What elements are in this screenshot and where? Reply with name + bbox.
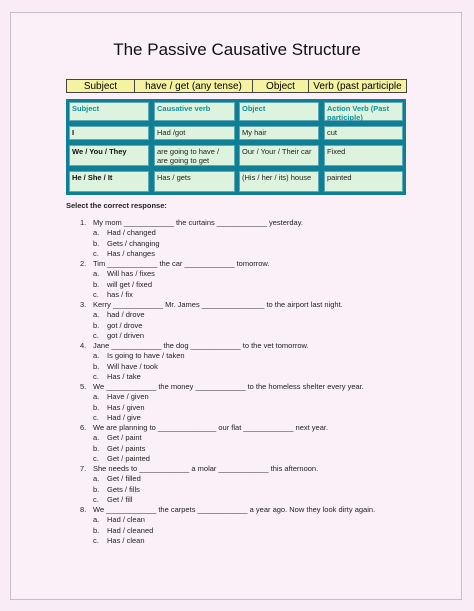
option-letter: a. bbox=[93, 228, 100, 238]
table-cell: Fixed bbox=[324, 145, 403, 166]
table-cell: I bbox=[69, 126, 149, 140]
table-cell: painted bbox=[324, 171, 403, 192]
summary-object: Object bbox=[253, 80, 309, 92]
option-letter: a. bbox=[93, 351, 100, 361]
question-text: We ____________ the carpets ____________ a year ago. Now they look dirty again. bbox=[93, 505, 376, 514]
option-letter: b. bbox=[93, 484, 100, 494]
summary-past-participle: Verb (past participle bbox=[313, 81, 402, 92]
question-text: Jane ____________ the dog ____________ to the vet tomorrow. bbox=[93, 341, 309, 350]
option-letter: b. bbox=[93, 402, 100, 412]
option-letter: a. bbox=[93, 474, 100, 484]
answer-option[interactable]: Has / given bbox=[107, 402, 145, 412]
question-number: 1. bbox=[80, 218, 87, 227]
option-letter: c. bbox=[93, 248, 99, 258]
question-text: Tim ____________ the car ____________ tomorrow. bbox=[93, 259, 270, 268]
table-cell: cut bbox=[324, 126, 403, 140]
answer-option[interactable]: will get / fixed bbox=[107, 279, 153, 289]
answer-option[interactable]: Get / painted bbox=[107, 453, 150, 463]
answer-option[interactable]: Have / given bbox=[107, 392, 149, 402]
option-letter: b. bbox=[93, 443, 100, 453]
option-letter: c. bbox=[93, 289, 99, 299]
structure-table bbox=[66, 99, 406, 195]
table-cell: Had /got bbox=[154, 126, 235, 140]
table-cell: We / You / They bbox=[69, 145, 149, 166]
answer-option[interactable]: Had / cleaned bbox=[107, 525, 154, 535]
question-text: We ____________ the money ____________ to the homeless shelter every year. bbox=[93, 382, 364, 391]
question-number: 6. bbox=[80, 423, 87, 432]
question-text: My mom ____________ the curtains ____________ yesterday. bbox=[93, 218, 304, 227]
answer-option[interactable]: Gets / fills bbox=[107, 484, 140, 494]
option-letter: c. bbox=[93, 453, 99, 463]
answer-option[interactable]: Has / clean bbox=[107, 535, 145, 545]
answer-option[interactable]: Will has / fixes bbox=[107, 269, 155, 279]
answer-option[interactable]: Has / take bbox=[107, 371, 141, 381]
table-header-action-verb: Action Verb (Past participle) bbox=[324, 102, 403, 121]
structure-summary-row bbox=[66, 79, 407, 93]
summary-subject: Subject bbox=[67, 80, 135, 92]
answer-option[interactable]: had / drove bbox=[107, 310, 145, 320]
answer-option[interactable]: got / drove bbox=[107, 320, 143, 330]
option-letter: c. bbox=[93, 412, 99, 422]
option-letter: c. bbox=[93, 494, 99, 504]
question-number: 8. bbox=[80, 505, 87, 514]
option-letter: a. bbox=[93, 392, 100, 402]
answer-option[interactable]: Get / paint bbox=[107, 433, 142, 443]
answer-option[interactable]: has / fix bbox=[107, 289, 133, 299]
option-letter: a. bbox=[93, 269, 100, 279]
question-number: 7. bbox=[80, 464, 87, 473]
question-number: 5. bbox=[80, 382, 87, 391]
option-letter: b. bbox=[93, 525, 100, 535]
table-header-causative: Causative verb bbox=[154, 102, 235, 121]
table-header-object: Object bbox=[239, 102, 319, 121]
option-letter: b. bbox=[93, 238, 100, 248]
table-cell: Has / gets bbox=[154, 171, 235, 192]
table-cell: Our / Your / Their car bbox=[239, 145, 319, 166]
summary-causative-verb: have / get (any tense) bbox=[135, 80, 253, 92]
answer-option[interactable]: Gets / changing bbox=[107, 238, 160, 248]
table-cell: He / She / It bbox=[69, 171, 149, 192]
question-text: She needs to ____________ a molar ____________ this afternoon. bbox=[93, 464, 319, 473]
option-letter: a. bbox=[93, 310, 100, 320]
answer-option[interactable]: Had / give bbox=[107, 412, 141, 422]
option-letter: c. bbox=[93, 535, 99, 545]
answer-option[interactable]: Had / changed bbox=[107, 228, 156, 238]
answer-option[interactable]: Had / clean bbox=[107, 515, 145, 525]
table-cell: are going to have / are going to get bbox=[154, 145, 235, 166]
answer-option[interactable]: Will have / took bbox=[107, 361, 158, 371]
answer-option[interactable]: Has / changes bbox=[107, 248, 155, 258]
option-letter: a. bbox=[93, 433, 100, 443]
option-letter: a. bbox=[93, 515, 100, 525]
answer-option[interactable]: Get / paints bbox=[107, 443, 146, 453]
option-letter: b. bbox=[93, 279, 100, 289]
option-letter: c. bbox=[93, 371, 99, 381]
question-text: We are planning to ______________ our flat ____________ next year. bbox=[93, 423, 329, 432]
table-cell: My hair bbox=[239, 126, 319, 140]
question-text: Kerry ____________ Mr. James _______________ to the airport last night. bbox=[93, 300, 343, 309]
question-number: 2. bbox=[80, 259, 87, 268]
answer-option[interactable]: got / driven bbox=[107, 330, 145, 340]
question-number: 4. bbox=[80, 341, 87, 350]
table-header-subject: Subject bbox=[69, 102, 149, 121]
page-title: The Passive Causative Structure bbox=[113, 40, 361, 59]
answer-option[interactable]: Is going to have / taken bbox=[107, 351, 185, 361]
option-letter: b. bbox=[93, 320, 100, 330]
option-letter: b. bbox=[93, 361, 100, 371]
question-number: 3. bbox=[80, 300, 87, 309]
table-cell: (His / her / its) house bbox=[239, 171, 319, 192]
instructions: Select the correct response: bbox=[66, 201, 167, 210]
option-letter: c. bbox=[93, 330, 99, 340]
answer-option[interactable]: Get / fill bbox=[107, 494, 133, 504]
answer-option[interactable]: Get / filled bbox=[107, 474, 141, 484]
